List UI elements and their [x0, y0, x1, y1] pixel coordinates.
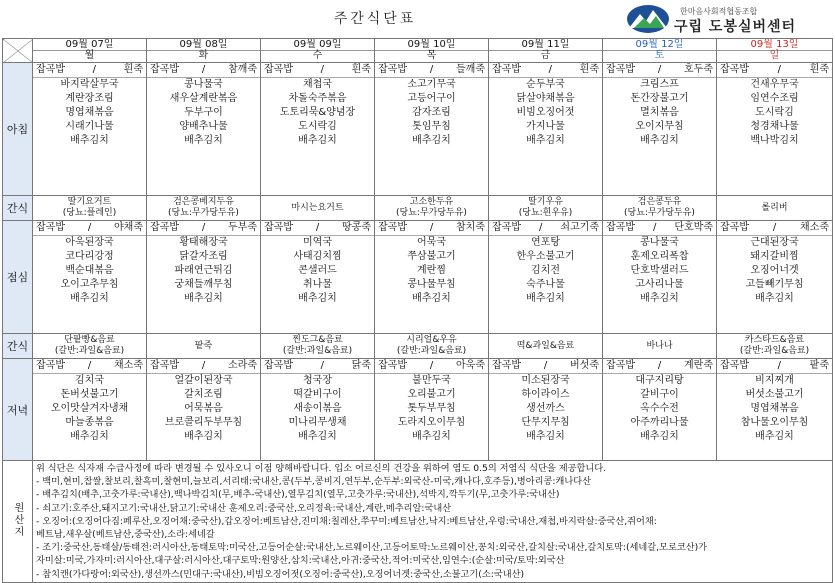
rice-label: 잡곡밥 — [264, 64, 293, 75]
dish-item: 갈비구이 — [640, 389, 679, 400]
dish-item: 오리불고기 — [407, 389, 456, 400]
dish-item: 연포탕 — [531, 237, 560, 248]
snack-cell — [489, 334, 603, 359]
porridge-label: 닭죽 — [351, 360, 371, 371]
dish-item: 배추김치 — [412, 431, 451, 442]
rice-label: 잡곡밥 — [492, 222, 521, 233]
snack-item: (당뇨:무가당두유) — [168, 208, 239, 218]
dish-item: 배추김치 — [70, 135, 109, 146]
snack-cell — [147, 334, 261, 359]
porridge-label: 두부죽 — [228, 222, 257, 233]
dish-item: 대구지리탕 — [635, 375, 684, 386]
dish-item: 고사리나물 — [635, 279, 684, 290]
dish-item: 돈간장불고기 — [630, 93, 689, 104]
rice-label: 잡곡밥 — [606, 64, 635, 75]
snack-item: 롤리버 — [761, 202, 788, 213]
dish-item: 계란찜 — [417, 265, 446, 276]
snack-item: 딸기우유 — [528, 197, 563, 207]
dinner-cell — [33, 359, 147, 461]
separator: / — [201, 360, 206, 371]
rice-porridge-line — [33, 359, 146, 374]
rice-porridge-line — [33, 63, 146, 78]
dish-item: 궁채들깨무침 — [174, 279, 233, 290]
date-label: 09월 08일 — [147, 39, 260, 51]
dish-item: 배추김치 — [526, 431, 565, 442]
lunch-row — [3, 221, 833, 334]
dish-item: 참나물오이무침 — [740, 417, 809, 428]
dish-item: 파래연근튀김 — [174, 265, 233, 276]
rice-porridge-line — [147, 359, 260, 374]
dish-item: 배추김치 — [184, 293, 223, 304]
rice-porridge-line — [603, 63, 716, 78]
dish-item: 배추김치 — [298, 431, 337, 442]
weekday-label: 수 — [312, 50, 323, 61]
dinner-cell — [489, 359, 603, 461]
weekday-label: 일 — [769, 50, 780, 61]
dish-item: 도라지오이무침 — [397, 417, 466, 428]
dish-item: 김치국 — [75, 375, 104, 386]
rice-porridge-line — [375, 359, 488, 374]
snack-pm-label: 간식 — [3, 334, 33, 359]
dish-item: 임연수조림 — [750, 93, 799, 104]
day-header — [717, 39, 833, 63]
snack-item: 검은콩베지두유 — [173, 197, 234, 207]
snack-am-label: 간식 — [3, 196, 33, 221]
note-line: 자미살:미국,가자미:러시아산,대구살:러시아산,대구토막:원양산,삼치:국내산,아귀:중국산,적어:미국산,임연수:(순살:미국/토막:외국산 — [36, 555, 565, 567]
date-label: 09월 09일 — [261, 39, 374, 51]
dish-item: 불만두국 — [412, 375, 451, 386]
dish-item: 사태김치찜 — [293, 251, 342, 262]
porridge-label: 참깨죽 — [228, 64, 257, 75]
rice-label: 잡곡밥 — [720, 222, 749, 233]
rice-porridge-line — [261, 221, 374, 236]
dish-item: 도토리묵&양념장 — [279, 107, 356, 118]
dish-item: 떡갈비구이 — [293, 389, 342, 400]
rice-label: 잡곡밥 — [720, 64, 749, 75]
rice-label: 잡곡밥 — [720, 360, 749, 371]
dish-item: 배추김치 — [640, 293, 679, 304]
dish-item: 도시락김 — [298, 121, 337, 132]
lunch-cell — [375, 221, 489, 334]
snack-cell — [33, 334, 147, 359]
porridge-label: 흰죽 — [351, 64, 371, 75]
dish-item: 배추김치 — [640, 431, 679, 442]
rice-porridge-line — [375, 63, 488, 78]
snack-cell — [375, 334, 489, 359]
org-name: 구립 도봉실버센터 — [674, 19, 797, 35]
dish-item: 아주까리나물 — [630, 417, 689, 428]
rice-label: 잡곡밥 — [36, 222, 65, 233]
separator: / — [87, 222, 92, 233]
dish-item: 새우살계란볶음 — [169, 93, 238, 104]
porridge-label: 호두죽 — [684, 64, 713, 75]
rice-label: 잡곡밥 — [606, 222, 635, 233]
lunch-cell — [261, 221, 375, 334]
rice-label: 잡곡밥 — [378, 222, 407, 233]
dish-item: 배추김치 — [640, 135, 679, 146]
dish-item: 청국장 — [303, 375, 332, 386]
dish-item: 크림스프 — [640, 79, 679, 90]
dish-item: 닭갈자조림 — [179, 251, 228, 262]
dinner-cell — [261, 359, 375, 461]
rice-label: 잡곡밥 — [492, 360, 521, 371]
dish-item: 계란장조림 — [65, 93, 114, 104]
dish-item: 배추김치 — [184, 135, 223, 146]
dish-item: 갈치조림 — [184, 389, 223, 400]
dish-item: 콩나물국 — [640, 237, 679, 248]
dish-item: 명엽채볶음 — [750, 403, 799, 414]
dish-item: 도시락김 — [755, 107, 794, 118]
dish-item: 소고기무국 — [407, 79, 456, 90]
rice-porridge-line — [489, 359, 602, 374]
snack-item: 검은콩두유 — [637, 197, 682, 207]
dish-item: 건새우무국 — [750, 79, 799, 90]
lunch-cell — [717, 221, 833, 334]
dish-item: 미나리무생채 — [288, 417, 347, 428]
snack-pm-row — [3, 334, 833, 359]
dish-item: 고들빼기무침 — [745, 279, 804, 290]
lunch-cell — [489, 221, 603, 334]
dish-item: 취나물 — [303, 279, 332, 290]
porridge-label: 땅콩죽 — [342, 222, 371, 233]
separator: / — [548, 64, 553, 75]
dish-item: 배추김치 — [412, 293, 451, 304]
porridge-label: 팥죽 — [809, 360, 829, 371]
date-label: 09월 12일 — [603, 39, 716, 51]
dinner-cell — [375, 359, 489, 461]
snack-cell — [717, 334, 833, 359]
breakfast-cell — [489, 63, 603, 196]
weekday-label: 화 — [198, 50, 209, 61]
lunch-cell — [33, 221, 147, 334]
day-header — [603, 39, 717, 63]
org-subtitle: 한마음사회적협동조합 — [680, 7, 758, 16]
note-line: - 참치캔(가다랑어:외국산),생선까스(민대구:국내산),비빔오징어젓(오징어:중국산),오징어너겟:중국산,소불고기(소:국내산) — [36, 568, 525, 580]
snack-am-row — [3, 196, 833, 221]
separator: / — [320, 64, 325, 75]
snack-item: (당뇨:플레인) — [62, 208, 117, 218]
snack-cell — [261, 334, 375, 359]
breakfast-label: 아침 — [3, 63, 33, 196]
rice-label: 잡곡밥 — [264, 360, 293, 371]
dish-item: 배추김치 — [70, 431, 109, 442]
corner-cell — [3, 39, 33, 63]
header-row — [3, 39, 833, 63]
weekday-label: 목 — [426, 50, 437, 61]
snack-item: 단팥빵&음료 — [64, 335, 115, 345]
date-label: 09월 07일 — [33, 39, 146, 51]
notes-label: 원산지 — [12, 501, 23, 538]
rice-porridge-line — [717, 63, 832, 78]
porridge-label: 계란죽 — [684, 360, 713, 371]
dish-item: 배추김치 — [70, 293, 109, 304]
dish-item: 오징어너겟 — [750, 265, 799, 276]
separator: / — [652, 222, 657, 233]
dish-item: 차돌숙주볶음 — [288, 93, 347, 104]
dish-item: 브로콜리두부무침 — [164, 417, 243, 428]
snack-cell — [261, 196, 375, 221]
note-line: 베트남,새우살(베트남산,중국산),소라:세네갈 — [36, 529, 215, 541]
separator: / — [429, 64, 434, 75]
day-header — [33, 39, 147, 63]
dinner-label: 저녁 — [3, 359, 33, 461]
separator: / — [777, 360, 782, 371]
snack-cell — [603, 196, 717, 221]
dish-item: 단무지무침 — [521, 417, 570, 428]
dish-item: 오이지무침 — [635, 121, 684, 132]
separator: / — [429, 222, 434, 233]
rice-porridge-line — [603, 359, 716, 374]
dish-item: 청경채나물 — [750, 121, 799, 132]
porridge-label: 단호박죽 — [674, 222, 713, 233]
breakfast-cell — [717, 63, 833, 196]
separator: / — [87, 360, 92, 371]
weekday-label: 금 — [540, 50, 551, 61]
separator: / — [772, 222, 777, 233]
dinner-cell — [603, 359, 717, 461]
rice-label: 잡곡밥 — [378, 64, 407, 75]
rice-label: 잡곡밥 — [36, 360, 65, 371]
dish-item: 배추김치 — [526, 135, 565, 146]
rice-porridge-line — [489, 221, 602, 236]
dish-item: 새송이볶음 — [293, 403, 342, 414]
porridge-label: 들깨죽 — [456, 64, 485, 75]
porridge-label: 흰죽 — [809, 64, 829, 75]
rice-label: 잡곡밥 — [378, 360, 407, 371]
snack-item: 바나나 — [646, 340, 673, 351]
snack-cell — [147, 196, 261, 221]
dish-item: 콘샐러드 — [298, 265, 337, 276]
dish-item: 쭈삼불고기 — [407, 251, 456, 262]
porridge-label: 버섯죽 — [570, 360, 599, 371]
dinner-cell — [717, 359, 833, 461]
separator: / — [657, 64, 662, 75]
dish-item: 황태해장국 — [179, 237, 228, 248]
rice-porridge-line — [717, 359, 832, 374]
porridge-label: 흰죽 — [123, 64, 143, 75]
dish-item: 순두부국 — [526, 79, 565, 90]
note-line: - 배추김치(배추,고춧가루:국내산),백나박김치(무,배추-국내산),열무김치(열무,고춧가루:국내산),석박지,깍두기(무,고춧가루:국내산) — [36, 489, 560, 501]
snack-item: 팥죽 — [194, 340, 213, 351]
rice-porridge-line — [375, 221, 488, 236]
dish-item: 옥수수전 — [640, 403, 679, 414]
dinner-row — [3, 359, 833, 461]
snack-item: (갈반:과일&음료) — [54, 346, 125, 356]
dish-item: 멸치볶음 — [640, 107, 679, 118]
rice-label: 잡곡밥 — [492, 64, 521, 75]
dish-item: 생선까스 — [526, 403, 565, 414]
rice-label: 잡곡밥 — [36, 64, 65, 75]
snack-item: 고소한두유 — [409, 197, 454, 207]
dish-item: 백순대볶음 — [65, 265, 114, 276]
rice-porridge-line — [489, 63, 602, 78]
snack-item: (당뇨:무가당두유) — [396, 208, 467, 218]
lunch-cell — [603, 221, 717, 334]
porridge-label: 채소죽 — [800, 222, 829, 233]
dish-item: 미역국 — [303, 237, 332, 248]
dish-item: 코다리강정 — [65, 251, 114, 262]
dish-item: 오이맛살겨자냉채 — [50, 403, 129, 414]
dish-item: 양배추나물 — [179, 121, 228, 132]
dish-item: 톳임무침 — [412, 121, 451, 132]
snack-item: 찐도그&음료 — [292, 335, 343, 345]
notes-row — [3, 461, 833, 583]
dish-item: 숙주나물 — [526, 279, 565, 290]
menu-table — [2, 38, 833, 583]
breakfast-cell — [603, 63, 717, 196]
dish-item: 배추김치 — [298, 135, 337, 146]
dish-item: 한우소불고기 — [516, 251, 575, 262]
lunch-cell — [147, 221, 261, 334]
dish-item: 돼지갈비찜 — [750, 251, 799, 262]
porridge-label: 흰죽 — [579, 64, 599, 75]
day-header — [489, 39, 603, 63]
porridge-label: 야채죽 — [114, 222, 143, 233]
snack-item: 카스타드&음료 — [744, 335, 805, 345]
separator: / — [657, 360, 662, 371]
note-line: 위 식단은 식자재 수급사정에 따라 변경될 수 있사오니 이점 양해바랍니다. 입소 어르신의 건강을 위하여 염도 0.5의 저염식 식단을 제공합니다. — [36, 463, 607, 474]
separator: / — [777, 64, 782, 75]
porridge-label: 소라죽 — [228, 360, 257, 371]
origin-notes — [33, 461, 833, 583]
separator: / — [92, 64, 97, 75]
rice-label: 잡곡밥 — [150, 64, 179, 75]
day-header — [375, 39, 489, 63]
dish-item: 백나박김치 — [750, 135, 799, 146]
snack-cell — [375, 196, 489, 221]
separator: / — [538, 222, 543, 233]
dish-item: 얼갈이된장국 — [174, 375, 233, 386]
rice-porridge-line — [261, 359, 374, 374]
dish-item: 버섯소불고기 — [745, 389, 804, 400]
dish-item: 바지락살무국 — [60, 79, 119, 90]
dish-item: 돈버섯불고기 — [60, 389, 119, 400]
dish-item: 오이고추무침 — [60, 279, 119, 290]
note-line: - 오징어:(오징어다짐:페루산,오징어채:중국산),갑오징어:베트남산,진미채:칠레산,쭈꾸미:베트남산,낙지:베트남산,우렁:국내산,재첩,바지락살:중국산,쥐어채: — [36, 515, 657, 527]
snack-item: 마시는요거트 — [291, 202, 344, 213]
dish-item: 미소된장국 — [521, 375, 570, 386]
day-header — [261, 39, 375, 63]
dish-item: 하이라이스 — [521, 389, 570, 400]
rice-porridge-line — [603, 221, 716, 236]
dish-item: 배추김치 — [526, 293, 565, 304]
breakfast-cell — [375, 63, 489, 196]
date-label: 09월 11일 — [489, 39, 602, 51]
dish-item: 훈제오리폭찹 — [630, 251, 689, 262]
dish-item: 시래기나물 — [65, 121, 114, 132]
weekday-label: 토 — [654, 50, 665, 61]
weekday-label: 월 — [84, 50, 95, 61]
snack-item: (당뇨:흰우유) — [518, 208, 573, 218]
snack-cell — [603, 334, 717, 359]
rice-porridge-line — [147, 221, 260, 236]
breakfast-row — [3, 63, 833, 196]
rice-porridge-line — [717, 221, 832, 236]
snack-item: (갈반:과일&음료) — [396, 346, 467, 356]
separator: / — [543, 360, 548, 371]
dish-item: 아욱된장국 — [65, 237, 114, 248]
snack-item: (갈반:과일&음료) — [739, 346, 810, 356]
snack-item: 떡&과일&음료 — [516, 340, 575, 351]
snack-item: (당뇨:무가당두유) — [624, 208, 695, 218]
dish-item: 닭살야채볶음 — [516, 93, 575, 104]
lunch-label: 점심 — [3, 221, 33, 334]
dish-item: 채첩국 — [303, 79, 332, 90]
porridge-label: 참치죽 — [456, 222, 485, 233]
dish-item: 단호박샐러드 — [630, 265, 689, 276]
dish-item: 근대된장국 — [750, 237, 799, 248]
dish-item: 명엽채볶음 — [65, 107, 114, 118]
snack-item: (갈반:과일&음료) — [282, 346, 353, 356]
note-line: - 쇠고기:호주산,돼지고기:국내산,닭고기:국내산 훈제오리:중국산,오리정육:국내산,계란,메추리알:국내산 — [36, 502, 452, 514]
dish-item: 마늘종볶음 — [65, 417, 114, 428]
dish-item: 고등어구이 — [407, 93, 456, 104]
dish-item: 톳두부무침 — [407, 403, 456, 414]
rice-porridge-line — [147, 63, 260, 78]
dish-item: 비지찌개 — [755, 375, 794, 386]
mountain-logo-icon — [626, 4, 670, 34]
rice-label: 잡곡밥 — [606, 360, 635, 371]
snack-cell — [33, 196, 147, 221]
separator: / — [201, 222, 206, 233]
dish-item: 김치전 — [531, 265, 560, 276]
porridge-label: 아욱죽 — [456, 360, 485, 371]
dish-item: 감자조림 — [412, 107, 451, 118]
rice-label: 잡곡밥 — [150, 360, 179, 371]
rice-label: 잡곡밥 — [264, 222, 293, 233]
porridge-label: 쇠고기죽 — [560, 222, 599, 233]
snack-item: 시리얼&우유 — [406, 335, 457, 345]
note-line: - 조기:중국산,동태살/동태전:러시아산,동태토막:미국산,고등어순살:국내산,노르웨이산,고등어토막:노르웨이산,꽁치:외국산,갈치살:국내산,갈치토막:(세네갈,모로코산)가 — [36, 542, 708, 554]
breakfast-cell — [147, 63, 261, 196]
dish-item: 두부구이 — [184, 107, 223, 118]
dish-item: 배추김치 — [755, 293, 794, 304]
breakfast-cell — [33, 63, 147, 196]
snack-cell — [489, 196, 603, 221]
separator: / — [201, 64, 206, 75]
page-title: 주간식단표 — [333, 11, 417, 27]
dinner-cell — [147, 359, 261, 461]
rice-porridge-line — [261, 63, 374, 78]
separator: / — [315, 222, 320, 233]
separator: / — [429, 360, 434, 371]
day-header — [147, 39, 261, 63]
snack-cell — [717, 196, 833, 221]
separator: / — [320, 360, 325, 371]
dish-item: 어묵볶음 — [184, 403, 223, 414]
org-logo — [626, 4, 826, 34]
snack-item: 딸기요거트 — [67, 197, 112, 207]
date-label: 09월 10일 — [375, 39, 488, 51]
dish-item: 콩나물무침 — [407, 279, 456, 290]
note-line: - 백미,현미,찹쌀,찰보리,찰흑미,찰현미,늘보리,서리태:국내산,콩(두부,콩비지,연두부,순두부:외국산-미국,캐나다,호주등),병아리콩:캐나다산 — [36, 476, 592, 488]
rice-porridge-line — [33, 221, 146, 236]
dish-item: 배추김치 — [298, 293, 337, 304]
breakfast-cell — [261, 63, 375, 196]
notes-label-cell — [3, 461, 33, 583]
dish-item: 배추김치 — [184, 431, 223, 442]
dish-item: 비빔오징어젓 — [516, 107, 575, 118]
dish-item: 콩나물국 — [184, 79, 223, 90]
dish-item: 배추김치 — [755, 431, 794, 442]
dish-item: 가지나물 — [526, 121, 565, 132]
dish-item: 어묵국 — [417, 237, 446, 248]
date-label: 09월 13일 — [717, 39, 832, 51]
porridge-label: 채소죽 — [114, 360, 143, 371]
rice-label: 잡곡밥 — [150, 222, 179, 233]
dish-item: 배추김치 — [412, 135, 451, 146]
